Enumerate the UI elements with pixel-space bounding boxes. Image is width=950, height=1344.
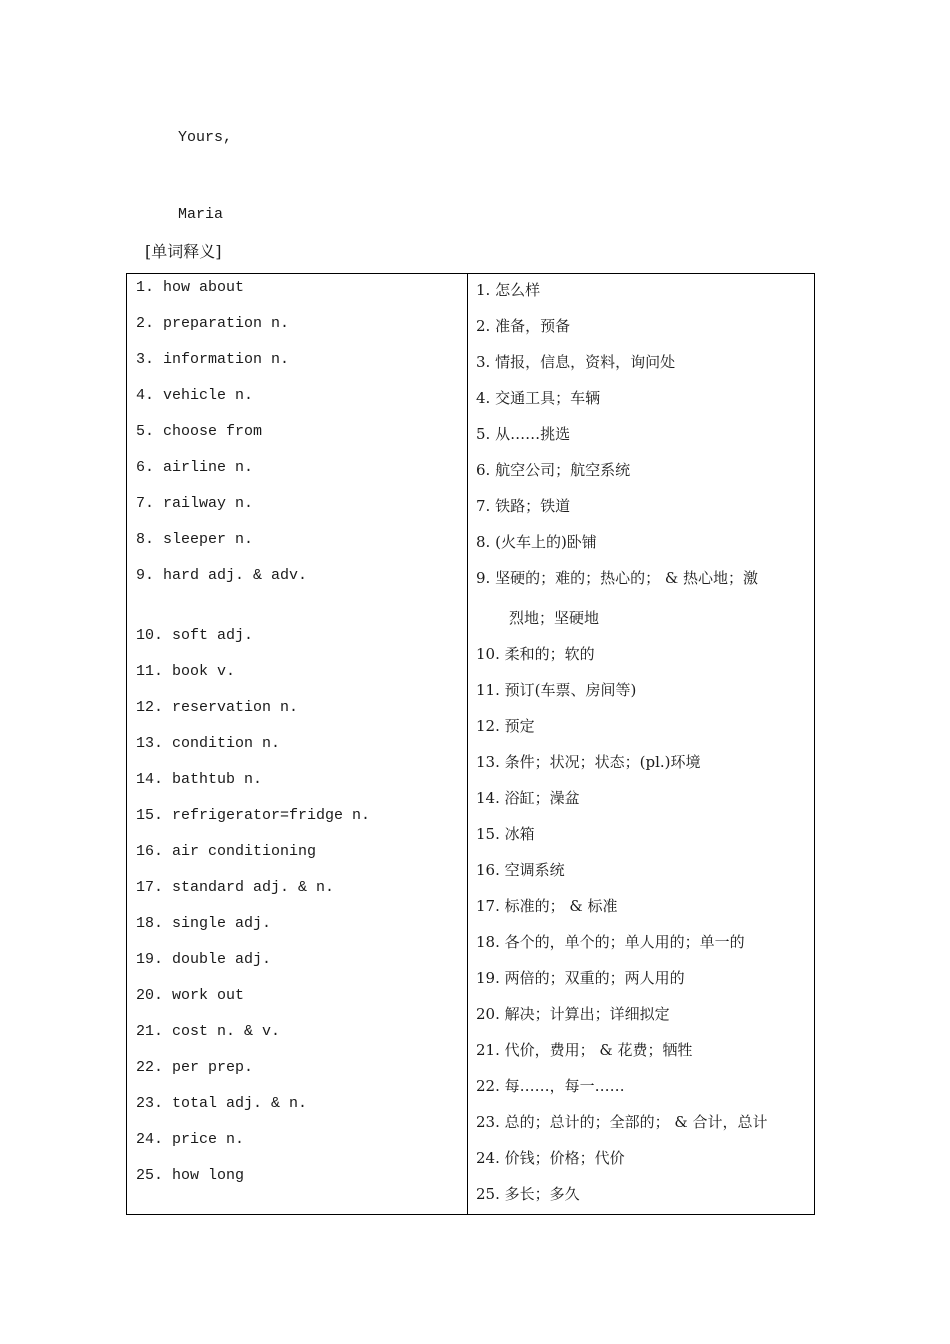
vocab-chinese-11	[476, 679, 636, 700]
vocab-number: 3.	[136, 351, 155, 368]
vocab-chinese-2	[476, 315, 570, 336]
vocab-term: how about	[163, 279, 245, 296]
vocab-number: 21.	[136, 1023, 164, 1040]
vocab-number: 6.	[476, 461, 491, 479]
vocab-number: 16.	[136, 843, 164, 860]
vocab-number: 20.	[476, 1005, 500, 1023]
vocab-english-2	[136, 315, 289, 332]
vocab-term: refrigerator=fridge n.	[172, 807, 371, 824]
vocab-meaning: 预定	[504, 717, 535, 735]
vocab-term: soft adj.	[172, 627, 254, 644]
vocab-chinese-13	[476, 751, 701, 772]
vocab-number: 18.	[136, 915, 164, 932]
vocab-chinese-21	[476, 1039, 693, 1060]
vocab-english-1	[136, 279, 244, 296]
vocab-number: 19.	[476, 969, 500, 987]
vocab-term: price n.	[172, 1131, 245, 1148]
vocab-english-16	[136, 843, 316, 860]
section-heading: [单词释义]	[145, 242, 222, 261]
vocab-chinese-8	[476, 531, 597, 552]
vocab-english-6	[136, 459, 253, 476]
vocab-meaning: 浴缸；澡盆	[504, 789, 580, 807]
vocab-number: 11.	[476, 681, 500, 699]
vocab-meaning: 价钱；价格；代价	[504, 1149, 625, 1167]
vocab-number: 20.	[136, 987, 164, 1004]
vocab-number: 9.	[476, 569, 491, 587]
vocab-english-25	[136, 1167, 244, 1184]
vocab-chinese-10	[476, 643, 595, 664]
vocab-number: 7.	[476, 497, 491, 515]
vocab-number: 16.	[476, 861, 500, 879]
vocab-meaning: 条件；状况；状态；(pl.)环境	[504, 753, 701, 771]
vocab-english-20	[136, 987, 244, 1004]
vocab-term: total adj. & n.	[172, 1095, 308, 1112]
vocab-number: 12.	[476, 717, 500, 735]
vocab-meaning: 预订(车票、房间等)	[504, 681, 637, 699]
vocab-number: 17.	[476, 897, 500, 915]
vocab-term: double adj.	[172, 951, 272, 968]
vocab-number: 15.	[476, 825, 500, 843]
vocab-chinese-20	[476, 1003, 670, 1024]
vocab-number: 3.	[476, 353, 491, 371]
vocab-english-9	[136, 567, 307, 584]
vocab-term: condition n.	[172, 735, 281, 752]
vocab-meaning: 各个的，单个的；单人用的；单一的	[504, 933, 745, 951]
vocab-number: 4.	[476, 389, 491, 407]
vocab-english-7	[136, 495, 253, 512]
vocab-term: airline n.	[163, 459, 254, 476]
vocab-chinese-24	[476, 1147, 625, 1168]
vocab-number: 5.	[136, 423, 155, 440]
vocab-chinese-14	[476, 787, 580, 808]
vocab-english-10	[136, 627, 253, 644]
vocab-number: 25.	[136, 1167, 164, 1184]
vocab-number: 23.	[136, 1095, 164, 1112]
vocab-term: preparation n.	[163, 315, 290, 332]
vocab-number: 13.	[136, 735, 164, 752]
vocab-number: 10.	[136, 627, 164, 644]
vocab-term: reservation n.	[172, 699, 299, 716]
vocab-number: 13.	[476, 753, 500, 771]
vocab-chinese-1	[476, 279, 540, 300]
vocab-number: 11.	[136, 663, 164, 680]
vocab-number: 1.	[476, 281, 491, 299]
vocab-chinese-12	[476, 715, 535, 736]
vocab-english-3	[136, 351, 289, 368]
vocab-english-8	[136, 531, 253, 548]
vocab-chinese-17	[476, 895, 618, 916]
vocab-meaning: 冰箱	[504, 825, 535, 843]
vocab-number: 12.	[136, 699, 164, 716]
vocab-number: 4.	[136, 387, 155, 404]
vocab-meaning: 交通工具；车辆	[495, 389, 601, 407]
vocab-english-18	[136, 915, 271, 932]
vocab-english-14	[136, 771, 262, 788]
vocab-english-23	[136, 1095, 307, 1112]
vocab-term: railway n.	[163, 495, 254, 512]
vocab-english-11	[136, 663, 235, 680]
vocab-chinese-19	[476, 967, 685, 988]
vocab-english-13	[136, 735, 280, 752]
vocab-number: 6.	[136, 459, 155, 476]
vocab-english-17	[136, 879, 334, 896]
vocab-chinese-9	[476, 567, 758, 588]
vocab-chinese-5	[476, 423, 570, 444]
vocab-term: air conditioning	[172, 843, 317, 860]
vocab-number: 10.	[476, 645, 500, 663]
vocab-meaning: 代价，费用； & 花费；牺牲	[504, 1041, 693, 1059]
vocab-english-24	[136, 1131, 244, 1148]
vocab-meaning: 柔和的；软的	[504, 645, 595, 663]
vocab-meaning: 铁路；铁道	[495, 497, 571, 515]
vocab-number: 24.	[476, 1149, 500, 1167]
letter-closing: Yours,	[178, 129, 233, 146]
vocab-chinese-7	[476, 495, 570, 516]
vocab-meaning: 空调系统	[504, 861, 565, 879]
vocab-term: sleeper n.	[163, 531, 254, 548]
vocab-number: 23.	[476, 1113, 500, 1131]
vocab-meaning: 坚硬的；难的；热心的； & 热心地；激	[495, 569, 758, 587]
vocab-meaning: 每……，每一……	[504, 1077, 625, 1095]
vocab-term: work out	[172, 987, 245, 1004]
vocab-number: 8.	[476, 533, 491, 551]
vocab-english-12	[136, 699, 298, 716]
vocab-english-5	[136, 423, 262, 440]
vocab-meaning: 怎么样	[495, 281, 541, 299]
vocab-term: book v.	[172, 663, 236, 680]
vocab-number: 21.	[476, 1041, 500, 1059]
vocab-term: cost n. & v.	[172, 1023, 281, 1040]
vocab-chinese-16	[476, 859, 565, 880]
vocab-term: bathtub n.	[172, 771, 263, 788]
vocab-english-15	[136, 807, 370, 824]
vocab-number: 22.	[476, 1077, 500, 1095]
vocab-term: hard adj. & adv.	[163, 567, 308, 584]
vocab-term: standard adj. & n.	[172, 879, 335, 896]
vocab-number: 9.	[136, 567, 155, 584]
vocab-number: 14.	[136, 771, 164, 788]
vocab-number: 15.	[136, 807, 164, 824]
vocab-number: 2.	[136, 315, 155, 332]
vocab-english-21	[136, 1023, 280, 1040]
vocab-meaning: 总的；总计的；全部的； & 合计，总计	[504, 1113, 768, 1131]
vocab-meaning: 多长；多久	[504, 1185, 580, 1203]
vocab-term: choose from	[163, 423, 263, 440]
vocab-term: vehicle n.	[163, 387, 254, 404]
vocab-chinese-15	[476, 823, 535, 844]
vocab-term: single adj.	[172, 915, 272, 932]
vocab-chinese-25	[476, 1183, 580, 1204]
vocab-chinese-18	[476, 931, 745, 952]
vocab-meaning: 从……挑选	[495, 425, 571, 443]
vocab-number: 19.	[136, 951, 164, 968]
vocab-number: 7.	[136, 495, 155, 512]
vocab-english-4	[136, 387, 253, 404]
vocab-meaning: 航空公司；航空系统	[495, 461, 631, 479]
vocab-meaning: 解决；计算出；详细拟定	[504, 1005, 670, 1023]
vocab-meaning: 准备，预备	[495, 317, 571, 335]
vocab-term: per prep.	[172, 1059, 254, 1076]
vocab-number: 1.	[136, 279, 155, 296]
vocab-number: 5.	[476, 425, 491, 443]
vocab-number: 25.	[476, 1185, 500, 1203]
vocab-number: 18.	[476, 933, 500, 951]
vocabulary-table	[126, 273, 815, 1215]
vocab-meaning: 两倍的；双重的；两人用的	[504, 969, 685, 987]
vocab-meaning: 标准的； & 标准	[504, 897, 618, 915]
vocab-chinese-6	[476, 459, 630, 480]
vocab-number: 17.	[136, 879, 164, 896]
vocab-meaning: 情报，信息，资料，询问处	[495, 353, 676, 371]
vocab-chinese-3	[476, 351, 675, 372]
letter-signature: Maria	[178, 206, 224, 223]
vocab-chinese-23	[476, 1111, 768, 1132]
vocab-number: 24.	[136, 1131, 164, 1148]
column-divider	[467, 274, 468, 1214]
vocab-term: how long	[172, 1167, 245, 1184]
vocab-number: 8.	[136, 531, 155, 548]
vocab-meaning-continued: 烈地；坚硬地	[509, 609, 600, 627]
vocab-english-22	[136, 1059, 253, 1076]
vocab-term: information n.	[163, 351, 290, 368]
vocab-english-19	[136, 951, 271, 968]
vocab-chinese-22	[476, 1075, 625, 1096]
vocab-number: 22.	[136, 1059, 164, 1076]
vocab-number: 2.	[476, 317, 491, 335]
vocab-meaning: (火车上的)卧铺	[495, 533, 597, 551]
vocab-number: 14.	[476, 789, 500, 807]
vocab-chinese-4	[476, 387, 600, 408]
